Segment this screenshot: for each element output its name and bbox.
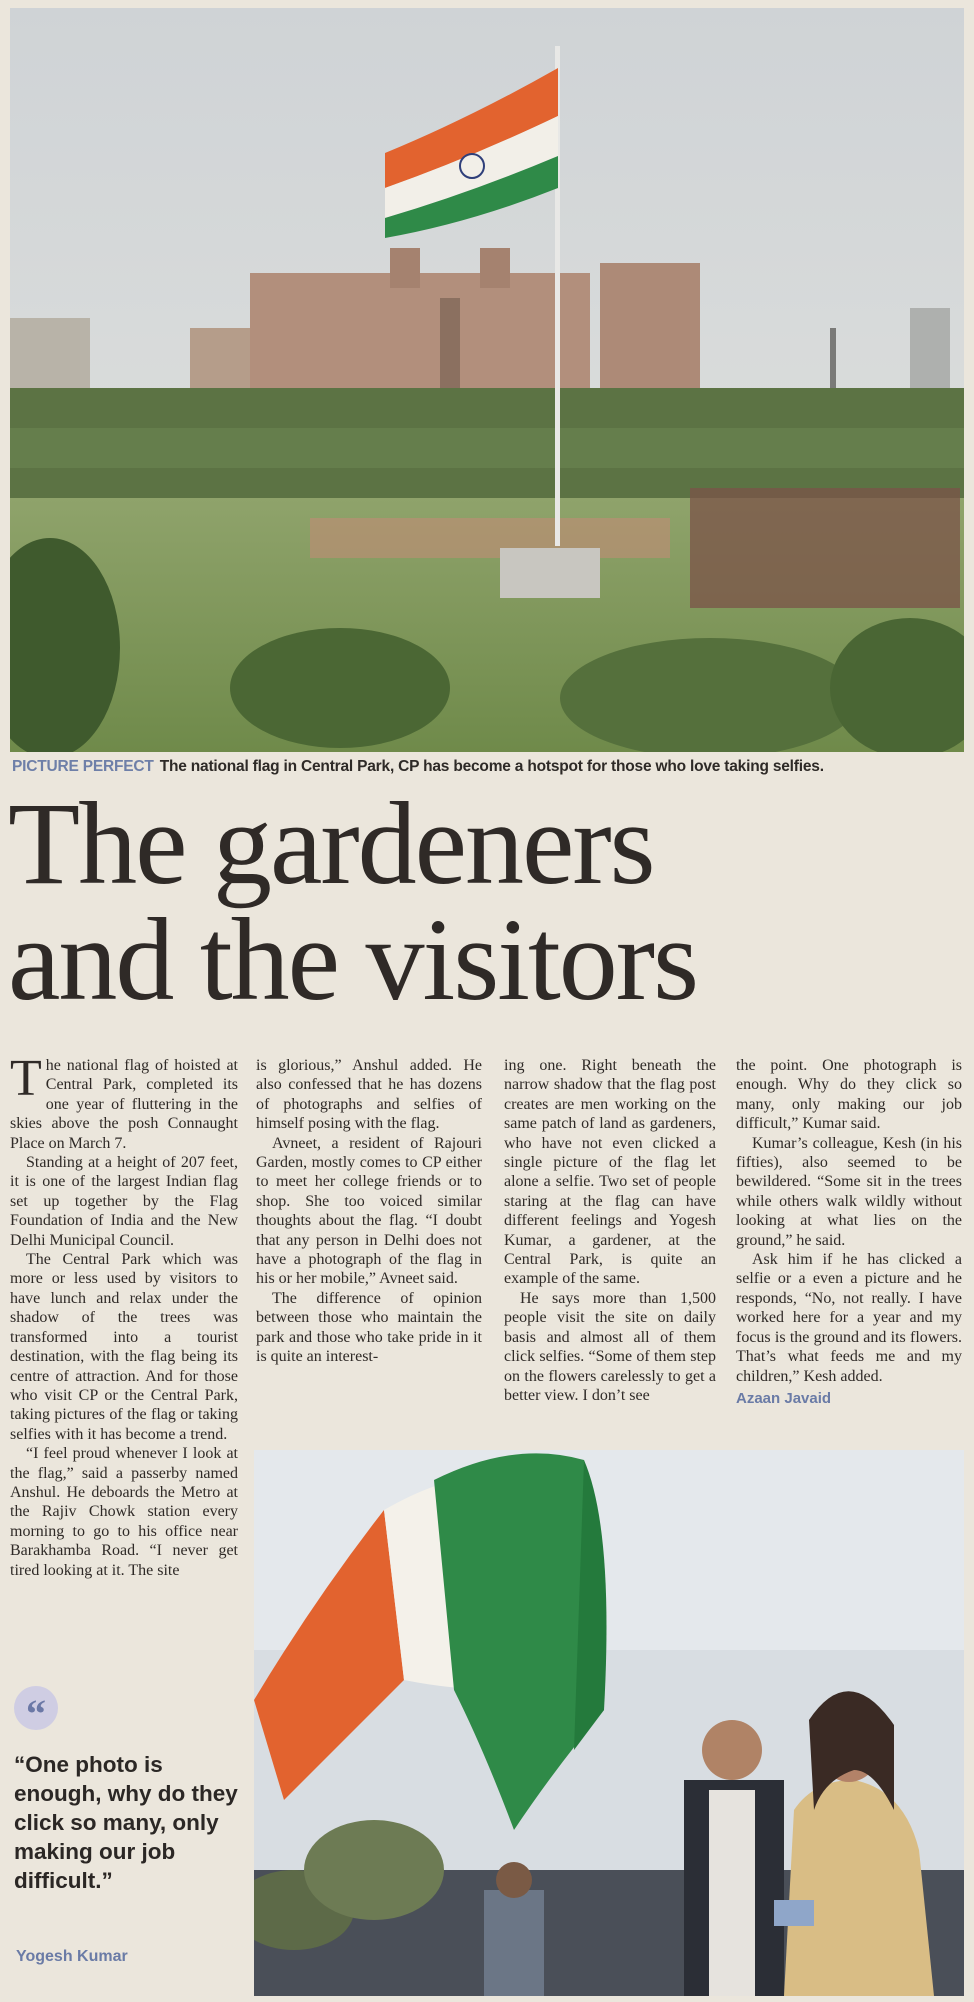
headline-line-2: and the visitors (8, 894, 698, 1025)
caption-text: The national flag in Central Park, CP has become a hotspot for those who love taking selfies. (159, 758, 824, 775)
photo-caption (12, 758, 962, 776)
article-paragraph: “I feel proud whenever I look at the flag,” said a passerby named Anshul. He deboards the Metro at the Rajiv Chowk station every morning to go to his office near Barakhamba Road. “I never get tired looking at it. The site (10, 1445, 238, 1579)
article-headline (8, 778, 968, 1025)
article-paragraph: Ask him if he has clicked a selfie or a even a picture and he responds, “No, not really. I have worked here for a year and my focus is the ground and its flowers. That’s what feeds me and my children,” Kesh added. (736, 1251, 962, 1385)
flag-central-park-photo (10, 8, 964, 752)
article-paragraph: the point. One photograph is enough. Why do they click so many, only making our job difficult,” Kumar said. (736, 1057, 962, 1133)
flag-hoisting-photo (254, 1450, 964, 1996)
quote-mark-icon: “ (14, 1686, 58, 1730)
caption-kicker: PICTURE PERFECT (12, 758, 154, 775)
article-column-1 (10, 1050, 238, 1580)
article-column-2 (256, 1056, 482, 1367)
article-paragraph: The national flag of hoisted at Central Park, completed its one year of fluttering in the skies above the posh Connaught Place on March 7. (10, 1050, 238, 1152)
pull-quote: “One photo is enough, why do they click so many, only making our job difficult.” (14, 1752, 238, 1893)
article-byline: Azaan Javaid (736, 1389, 832, 1407)
article-column-4 (736, 1056, 962, 1408)
article-paragraph: Kumar’s colleague, Kesh (in his fifties), also seemed to be bewildered. “Some sit in the trees while others walk wildly without looking at what lies on the ground,” he said. (736, 1134, 962, 1249)
drop-cap: T (10, 1050, 42, 1107)
headline-line-1: The gardeners (8, 778, 654, 909)
article-column-3 (504, 1056, 716, 1405)
article-paragraph: The Central Park which was more or less used by visitors to have lunch and relax under the shadow of the trees was transformed into a tourist destination, with the flag being its centre of attraction. And for those who visit CP or the Central Park, taking pictures of the flag or taking selfies with it has become a trend. (10, 1251, 238, 1443)
article-paragraph: ing one. Right beneath the narrow shadow that the flag post creates are men working on the same patch of land as gardeners, who have not even clicked a single picture of the flag let alone a selfie. Two set of people staring at the flag can have different feelings and Yogesh Kumar, a gardener, at the Central Park, is quite an example of the same. (504, 1057, 716, 1288)
article-paragraph: He says more than 1,500 people visit the site on daily basis and almost all of them click selfies. “Some of them step on the flowers carelessly to get a better view. I don’t see (504, 1289, 716, 1404)
article-paragraph: Standing at a height of 207 feet, it is one of the largest Indian flag set up together by the Flag Foundation of India and the New Delhi Municipal Council. (10, 1154, 238, 1249)
article-paragraph: The difference of opinion between those who maintain the park and those who take pride in it is quite an interest- (256, 1289, 482, 1366)
article-paragraph: Avneet, a resident of Rajouri Garden, mostly comes to CP either to meet her college friends or to shop. She too voiced similar thoughts about the flag. “I doubt that any person in Delhi does not have a photograph of the flag in his or her mobile,” Avneet said. (256, 1134, 482, 1288)
article-paragraph: is glorious,” Anshul added. He also confessed that he has dozens of photographs and selfies of himself posing with the flag. (256, 1057, 482, 1133)
pull-quote-author: Yogesh Kumar (16, 1948, 128, 1965)
